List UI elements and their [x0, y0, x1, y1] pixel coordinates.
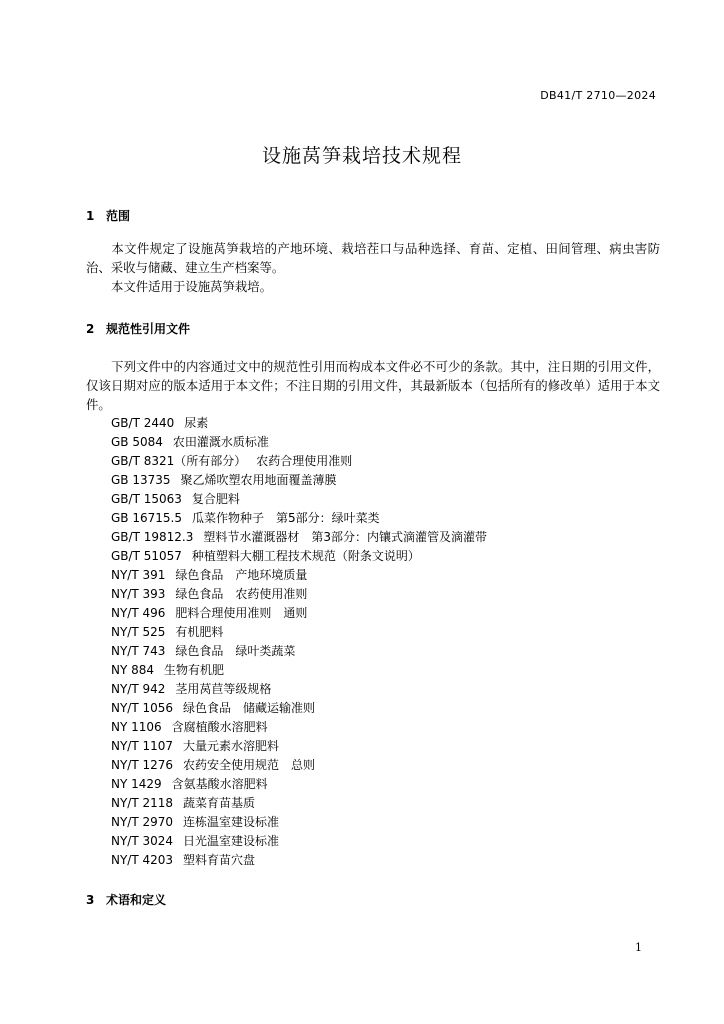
section-number: 3	[86, 893, 95, 907]
reference-item	[111, 471, 487, 490]
section-title: 术语和定义	[106, 893, 167, 907]
reference-title: 农药安全使用规范 总则	[183, 758, 316, 772]
reference-code: NY 884	[111, 663, 155, 677]
reference-title: 有机肥料	[175, 625, 224, 639]
reference-item	[111, 680, 487, 699]
reference-code: NY 1429	[111, 777, 162, 791]
reference-item	[111, 737, 487, 756]
page-number: 1	[635, 941, 642, 954]
reference-code: GB/T 51057	[111, 549, 182, 563]
reference-title: 塑料节水灌溉器材 第3部分：内镶式滴灌管及滴灌带	[203, 530, 487, 544]
reference-item	[111, 851, 487, 870]
reference-title: 连栋温室建设标准	[183, 815, 280, 829]
section-heading-scope	[86, 207, 130, 224]
reference-item	[111, 528, 487, 547]
reference-item	[111, 433, 487, 452]
reference-item	[111, 699, 487, 718]
section-number: 1	[86, 209, 95, 223]
reference-item	[111, 604, 487, 623]
reference-title: 塑料育苗穴盘	[183, 853, 256, 867]
reference-code: GB 16715.5	[111, 511, 182, 525]
reference-item	[111, 414, 487, 433]
reference-code: NY/T 942	[111, 682, 166, 696]
reference-item	[111, 490, 487, 509]
reference-item	[111, 547, 487, 566]
reference-item	[111, 813, 487, 832]
reference-item	[111, 623, 487, 642]
reference-code: NY/T 525	[111, 625, 166, 639]
reference-code: GB 13735	[111, 473, 171, 487]
reference-code: NY/T 3024	[111, 834, 174, 848]
reference-code: NY/T 2970	[111, 815, 174, 829]
reference-item	[111, 566, 487, 585]
reference-item	[111, 775, 487, 794]
reference-title: 农田灌溉水质标准	[172, 435, 269, 449]
reference-code: NY/T 393	[111, 587, 166, 601]
reference-code: NY/T 4203	[111, 853, 174, 867]
reference-title: 绿色食品 产地环境质量	[175, 568, 308, 582]
reference-code: NY/T 1276	[111, 758, 174, 772]
reference-title: 日光温室建设标准	[183, 834, 280, 848]
reference-item	[111, 452, 487, 471]
reference-code: NY/T 391	[111, 568, 166, 582]
reference-title: 含氨基酸水溶肥料	[171, 777, 268, 791]
reference-item	[111, 718, 487, 737]
reference-code: NY 1106	[111, 720, 162, 734]
reference-item	[111, 756, 487, 775]
reference-code: GB/T 15063	[111, 492, 182, 506]
reference-title: 瓜菜作物种子 第5部分：绿叶菜类	[191, 511, 380, 525]
document-title: 设施莴笋栽培技术规程	[261, 145, 462, 167]
reference-code: NY/T 1107	[111, 739, 174, 753]
reference-code: GB 5084	[111, 435, 163, 449]
reference-title: 大量元素水溶肥料	[183, 739, 280, 753]
scope-paragraph-1: 本文件规定了设施莴笋栽培的产地环境、栽培茬口与品种选择、育苗、定植、田间管理、病虫害防治、采收与储藏、建立生产档案等。	[86, 241, 660, 275]
reference-title: 农药合理使用准则	[256, 454, 353, 468]
reference-code: NY/T 743	[111, 644, 166, 658]
reference-list	[111, 414, 487, 870]
reference-title: 肥料合理使用准则 通则	[175, 606, 308, 620]
reference-code: NY/T 2118	[111, 796, 174, 810]
section-heading-normative-references	[86, 320, 190, 337]
reference-title: 尿素	[184, 416, 209, 430]
standard-code: DB41/T 2710—2024	[540, 89, 656, 102]
reference-title: 种植塑料大棚工程技术规范（附条文说明）	[191, 549, 420, 563]
scope-paragraph-2: 本文件适用于设施莴笋栽培。	[111, 279, 273, 294]
reference-item	[111, 661, 487, 680]
section-title: 规范性引用文件	[106, 322, 191, 336]
reference-code: NY/T 1056	[111, 701, 174, 715]
reference-code: GB/T 19812.3	[111, 530, 194, 544]
references-intro-paragraph: 下列文件中的内容通过文中的规范性引用而构成本文件必不可少的条款。其中，注日期的引用文件，仅该日期对应的版本适用于本文件；不注日期的引用文件，其最新版本（包括所有的修改单）适用于本文件。	[86, 359, 660, 412]
reference-item	[111, 642, 487, 661]
reference-title: 绿色食品 农药使用准则	[175, 587, 308, 601]
reference-title: 复合肥料	[191, 492, 240, 506]
section-title: 范围	[106, 209, 131, 223]
reference-item	[111, 832, 487, 851]
reference-item	[111, 585, 487, 604]
reference-title: 绿色食品 绿叶类蔬菜	[175, 644, 296, 658]
section-heading-terms	[86, 891, 166, 908]
reference-title: 聚乙烯吹塑农用地面覆盖薄膜	[180, 473, 337, 487]
reference-title: 生物有机肥	[164, 663, 225, 677]
reference-item	[111, 509, 487, 528]
reference-title: 绿色食品 储藏运输准则	[183, 701, 316, 715]
reference-item	[111, 794, 487, 813]
reference-title: 蔬菜育苗基质	[183, 796, 256, 810]
reference-title: 茎用莴苣等级规格	[175, 682, 272, 696]
section-number: 2	[86, 322, 95, 336]
reference-code: NY/T 496	[111, 606, 166, 620]
reference-title: 含腐植酸水溶肥料	[171, 720, 268, 734]
reference-code: GB/T 8321（所有部分）	[111, 454, 247, 468]
reference-code: GB/T 2440	[111, 416, 175, 430]
